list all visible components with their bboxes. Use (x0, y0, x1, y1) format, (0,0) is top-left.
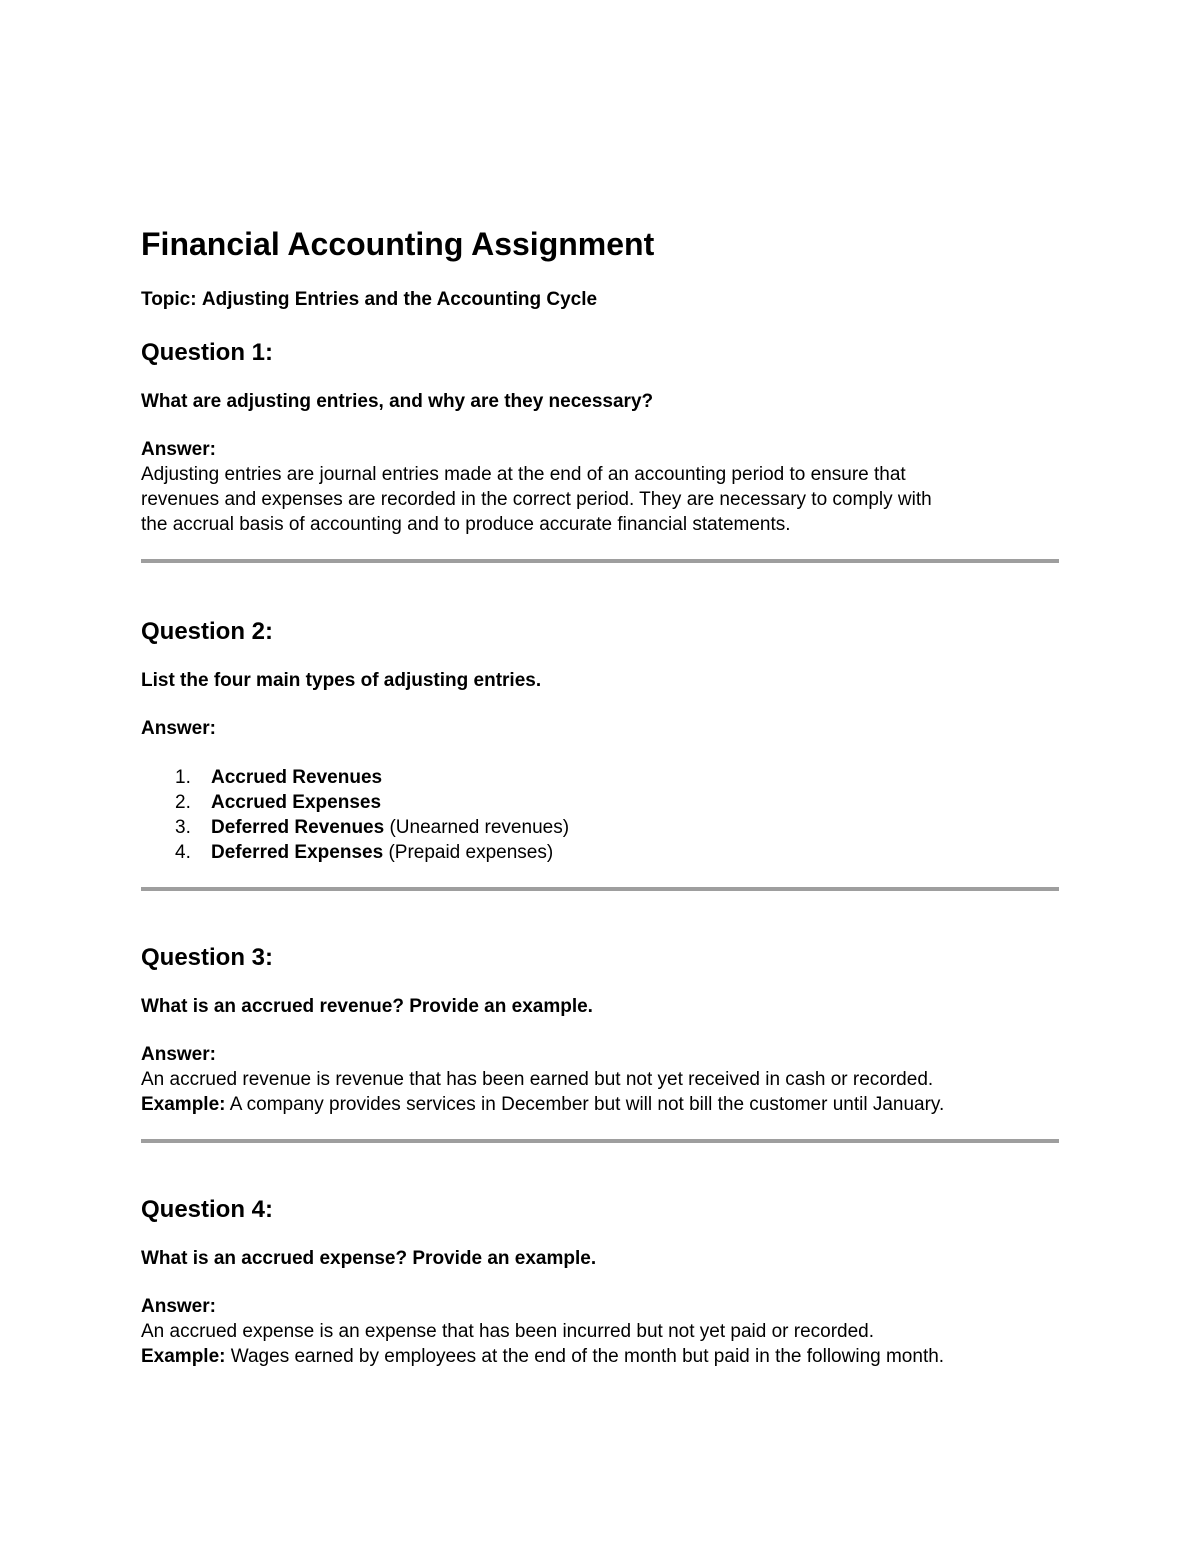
question-2-text: List the four main types of adjusting entries. (141, 670, 542, 691)
list-item-number: 2. (175, 792, 191, 813)
topic-value: Adjusting Entries and the Accounting Cycle (201, 289, 598, 310)
list-item (141, 840, 1059, 865)
question-3-text: What is an accrued revenue? Provide an example. (141, 996, 593, 1017)
question-2-answer-label: Answer: (141, 718, 216, 739)
question-4-text: What is an accrued expense? Provide an example. (141, 1248, 597, 1269)
list-item (141, 790, 1059, 815)
question-1-text: What are adjusting entries, and why are they necessary? (141, 391, 654, 412)
adjusting-entry-types-list (141, 765, 1059, 865)
question-1-section (141, 338, 1059, 537)
document-page (141, 222, 1059, 1369)
example-label: Example: (141, 1094, 226, 1115)
list-item-number: 1. (175, 767, 191, 788)
question-4-answer-body: An accrued expense is an expense that has been incurred but not yet paid or recorded. (141, 1321, 875, 1342)
list-item-term: Accrued Expenses (211, 792, 382, 813)
topic-label: Topic: (141, 289, 197, 310)
example-label: Example: (141, 1346, 226, 1367)
example-text: Wages earned by employees at the end of the month but paid in the following month. (230, 1346, 945, 1367)
question-4-heading: Question 4: (141, 1196, 274, 1223)
question-1-answer-label: Answer: (141, 439, 216, 460)
question-1-answer-body (141, 462, 1059, 537)
question-1-heading: Question 1: (141, 339, 274, 366)
question-3-answer-body: An accrued revenue is revenue that has been earned but not yet received in cash or recorded. (141, 1069, 934, 1090)
list-item-note: (Unearned revenues) (389, 817, 570, 838)
section-divider (141, 1139, 1059, 1143)
answer-line: the accrual basis of accounting and to produce accurate financial statements. (141, 514, 791, 535)
list-item (141, 765, 1059, 790)
question-2-heading: Question 2: (141, 618, 274, 645)
list-item-term: Deferred Revenues (211, 817, 385, 838)
list-item-number: 4. (175, 842, 191, 863)
list-item-note: (Prepaid expenses) (388, 842, 554, 863)
list-item-term: Accrued Revenues (211, 767, 383, 788)
example-text: A company provides services in December but will not bill the customer until January. (229, 1094, 945, 1115)
question-3-heading: Question 3: (141, 944, 274, 971)
list-item (141, 815, 1059, 840)
document-title: Financial Accounting Assignment (141, 226, 655, 262)
question-4-example (141, 1344, 1059, 1369)
question-3-example (141, 1092, 1059, 1117)
question-4-answer-label: Answer: (141, 1296, 216, 1317)
answer-line: Adjusting entries are journal entries made at the end of an accounting period to ensure that (141, 464, 906, 485)
question-2-section (141, 617, 1059, 865)
list-item-term: Deferred Expenses (211, 842, 384, 863)
section-divider (141, 559, 1059, 563)
answer-line: revenues and expenses are recorded in the correct period. They are necessary to comply with (141, 489, 932, 510)
list-item-number: 3. (175, 817, 191, 838)
section-divider (141, 887, 1059, 891)
question-3-answer-label: Answer: (141, 1044, 216, 1065)
question-4-section (141, 1195, 1059, 1369)
topic-line (141, 288, 1059, 312)
question-3-section (141, 943, 1059, 1117)
